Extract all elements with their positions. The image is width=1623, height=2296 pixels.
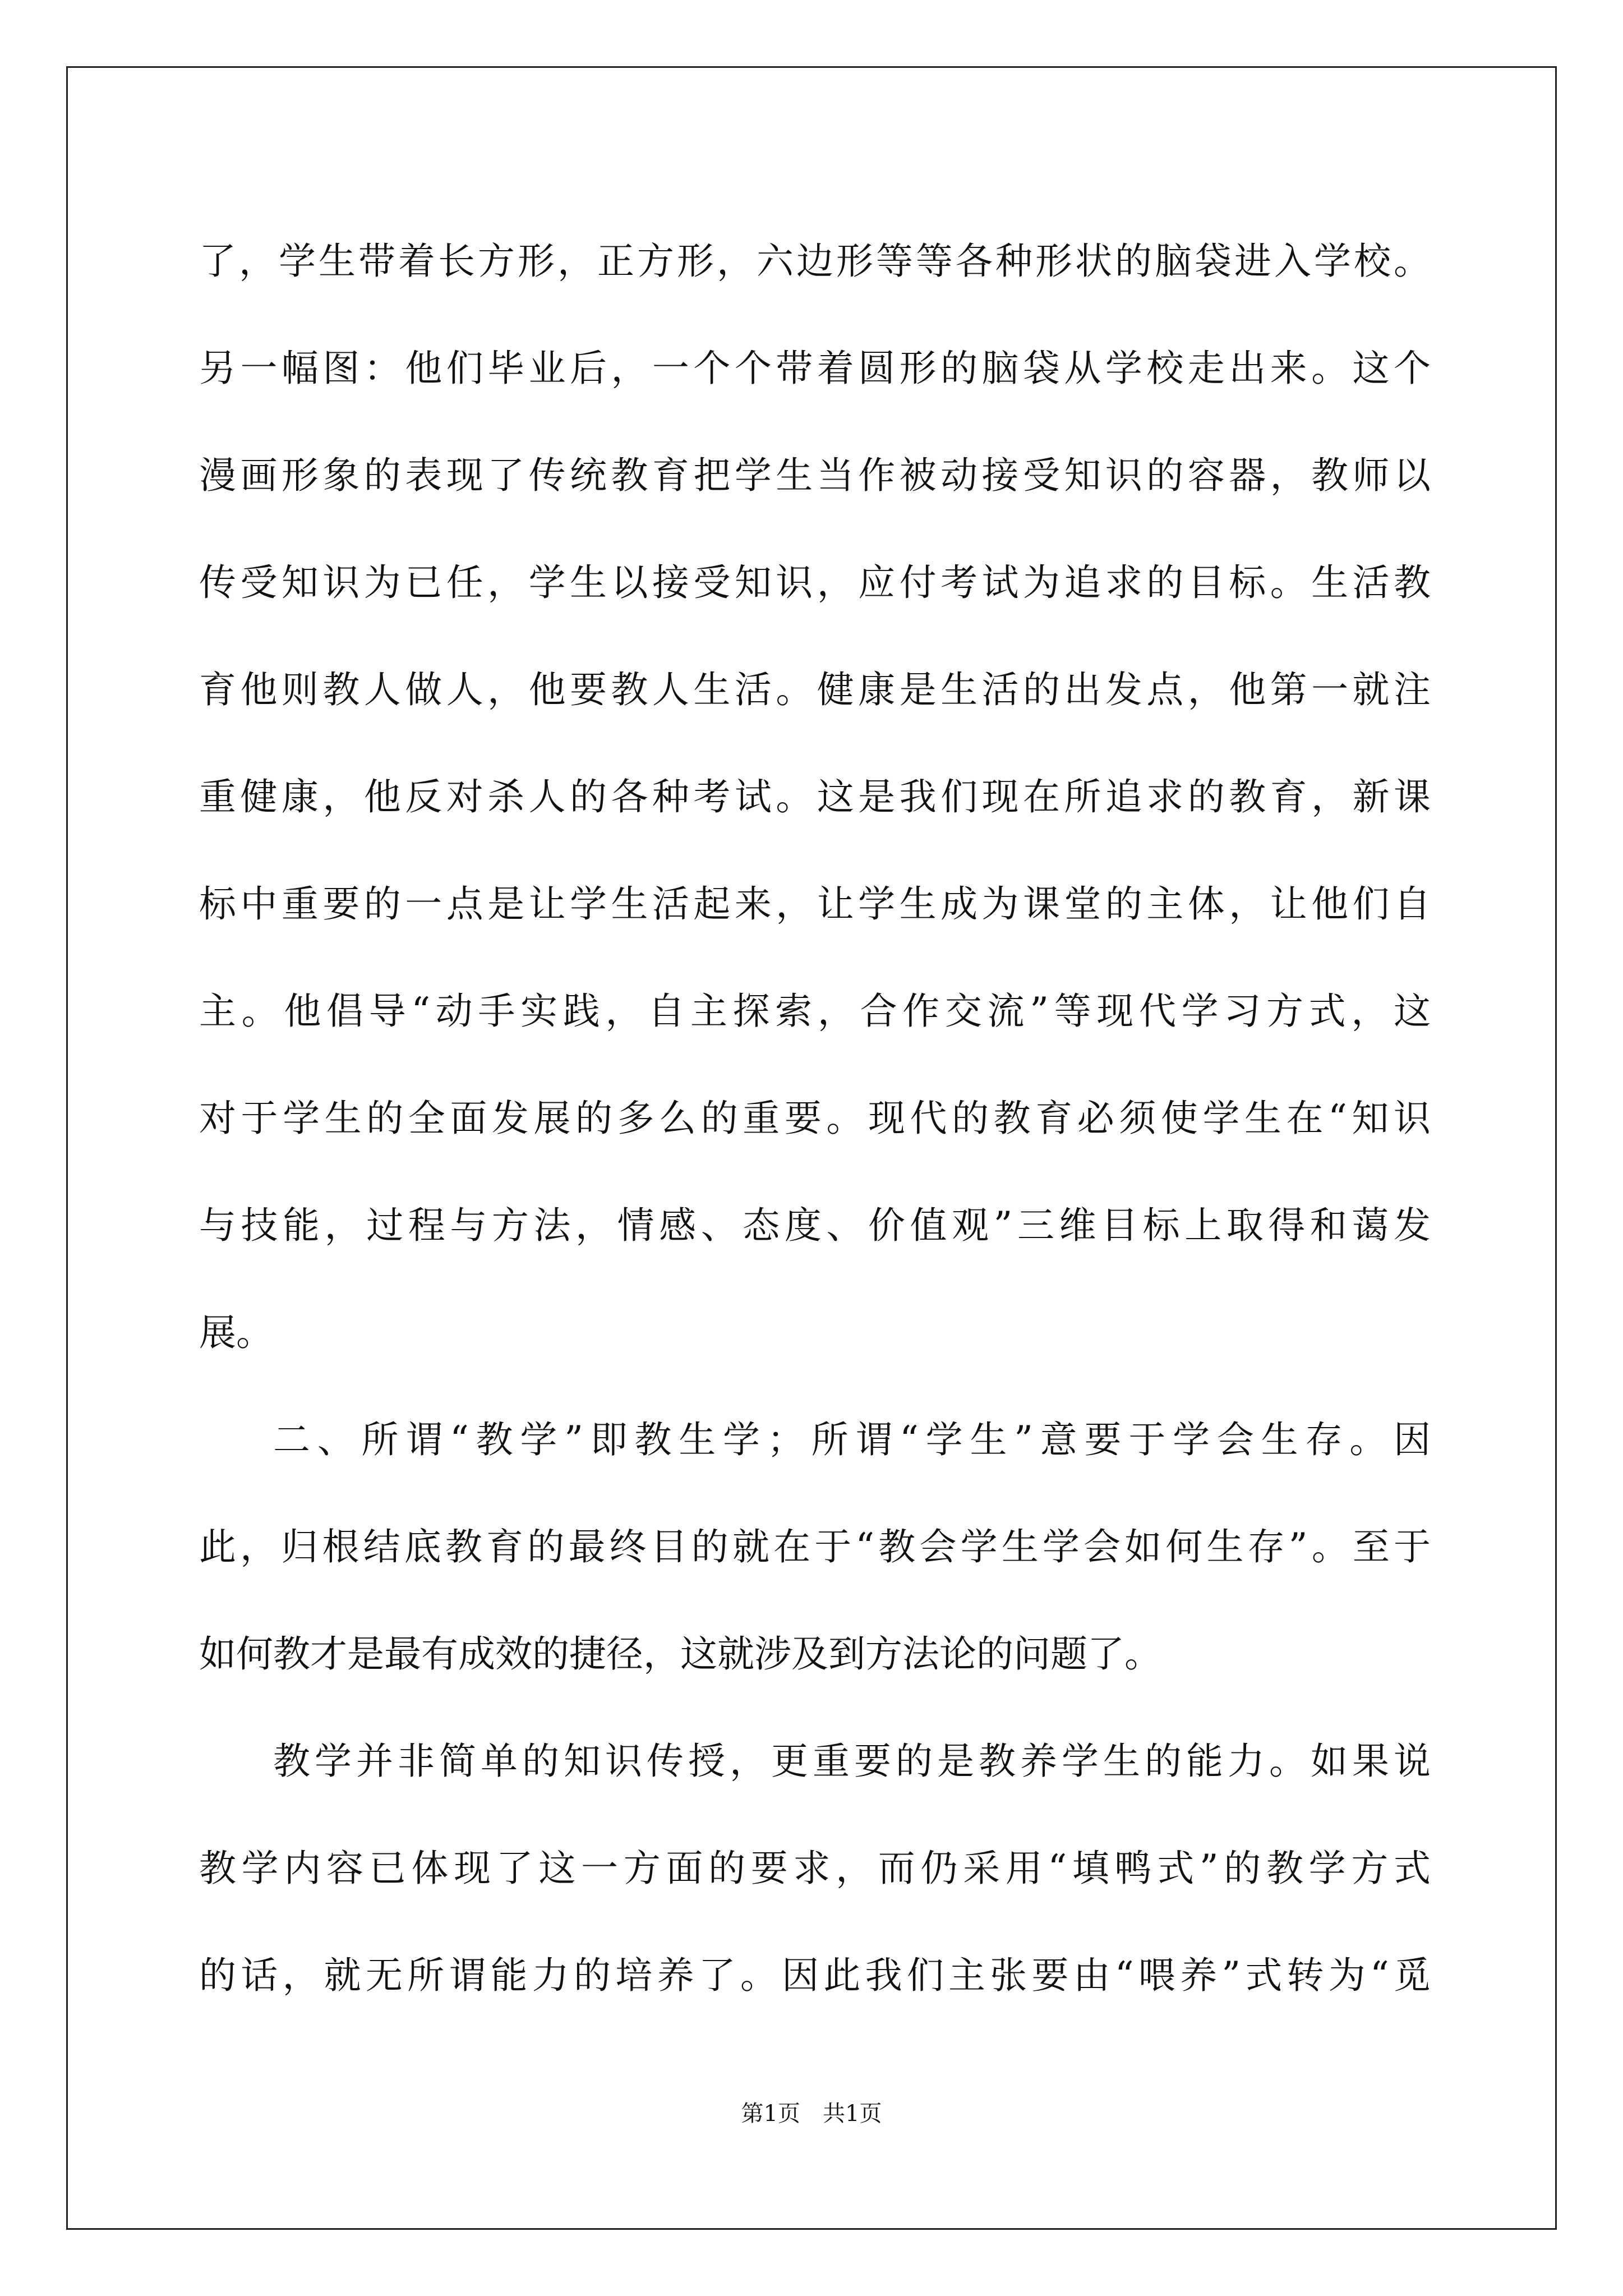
text-line: 另一幅图：他们毕业后，一个个带着圆形的脑袋从学校走出来。这个 xyxy=(199,347,1431,390)
text-line: 与技能，过程与方法，情感、态度、价值观”三维目标上取得和蔼发 xyxy=(199,1204,1431,1247)
text-line: 标中重要的一点是让学生活起来，让学生成为课堂的主体，让他们自 xyxy=(199,882,1431,926)
text-line: 此，归根结底教育的最终目的就在于“教会学生学会如何生存”。至于 xyxy=(199,1525,1431,1568)
document-body xyxy=(199,208,1431,2029)
paragraph-start-line: 二、所谓“教学”即教生学；所谓“学生”意要于学会生存。因 xyxy=(273,1418,1431,1461)
text-line: 主。他倡导“动手实践，自主探索，合作交流”等现代学习方式，这 xyxy=(199,990,1431,1033)
text-line: 教学内容已体现了这一方面的要求，而仍采用“填鸭式”的教学方式 xyxy=(199,1847,1431,1890)
text-line: 重健康，他反对杀人的各种考试。这是我们现在所追求的教育，新课 xyxy=(199,775,1431,818)
paragraph-start-line: 教学并非简单的知识传授，更重要的是教养学生的能力。如果说 xyxy=(273,1740,1431,1783)
text-line: 漫画形象的表现了传统教育把学生当作被动接受知识的容器，教师以 xyxy=(199,454,1431,497)
text-line: 展。 xyxy=(199,1311,273,1354)
text-line: 对于学生的全面发展的多么的重要。现代的教育必须使学生在“知识 xyxy=(199,1097,1431,1140)
page-number-footer: 第1页 共1页 xyxy=(741,2101,882,2127)
text-line: 了，学生带着长方形，正方形，六边形等等各种形状的脑袋进入学校。 xyxy=(199,240,1431,283)
text-line: 育他则教人做人，他要教人生活。健康是生活的出发点，他第一就注 xyxy=(199,668,1431,711)
text-line: 的话，就无所谓能力的培养了。因此我们主张要由“喂养”式转为“觅 xyxy=(199,1954,1431,1997)
text-line: 如何教才是最有成效的捷径，这就涉及到方法论的问题了。 xyxy=(199,1632,1161,1676)
text-line: 传受知识为已任，学生以接受知识，应付考试为追求的目标。生活教 xyxy=(199,561,1431,604)
